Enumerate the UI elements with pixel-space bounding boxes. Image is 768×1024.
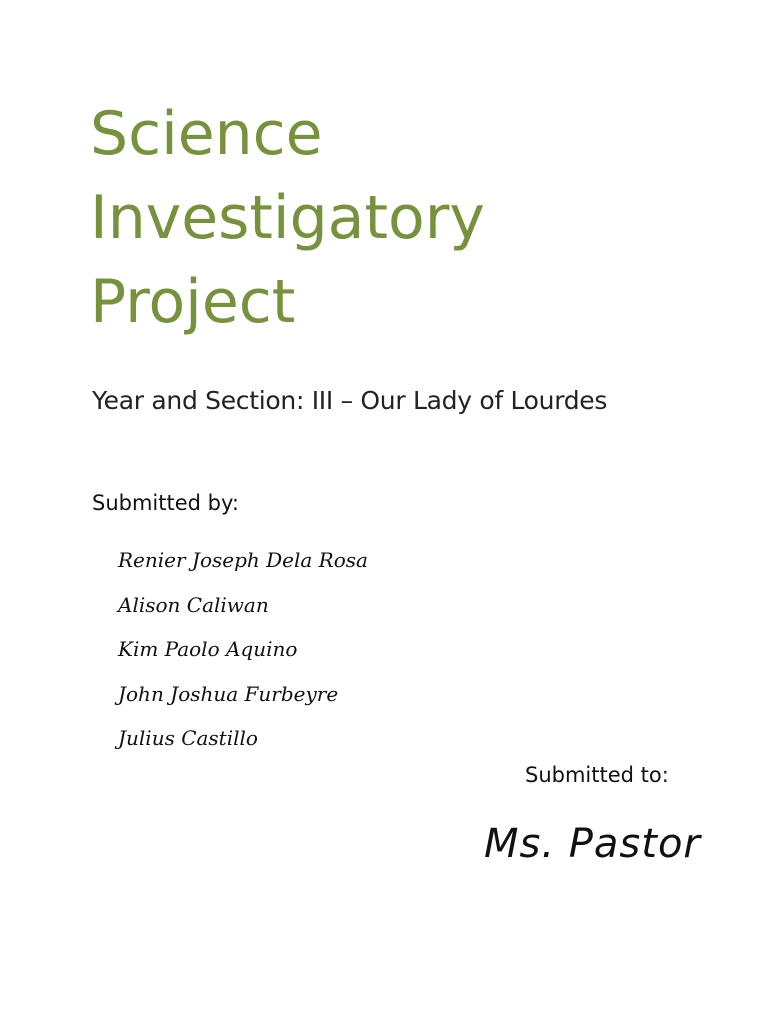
title-line-3: Project [90,267,296,337]
member-name: John Joshua Furbeyre [118,681,339,706]
member-name: Renier Joseph Dela Rosa [118,548,368,572]
member-list [118,538,368,761]
teacher-name: Ms. Pastor [484,821,701,867]
title-line-1: Science [90,99,323,169]
submitted-by-label: Submitted by: [92,491,239,515]
member-name: Alison Caliwan [118,592,269,617]
title-line-2: Investigatory [90,183,485,253]
submitted-to-label: Submitted to: [525,763,669,787]
year-and-section: Year and Section: III – Our Lady of Lourdes [92,386,608,415]
member-name: Kim Paolo Aquino [118,637,298,661]
project-title [90,92,485,344]
member-name: Julius Castillo [118,726,258,750]
